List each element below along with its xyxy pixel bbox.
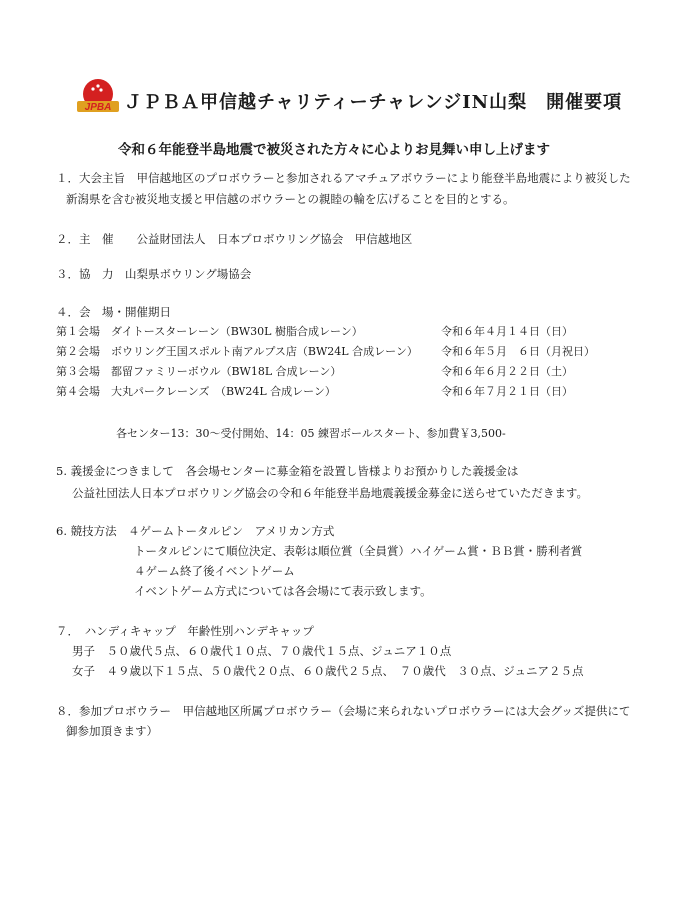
venue-2-label: 第２会場 ボウリング王国スポルト南アルプス店（BW24L 合成レーン） xyxy=(56,345,418,358)
handicap-male: 男子 ５０歳代５点、６０歳代１０点、７０歳代１５点、ジュニア１０点 xyxy=(72,644,452,658)
section4-heading: ４．会 場・開催期日 xyxy=(56,305,171,319)
section2-text: ２．主 催 公益財団法人 日本プロボウリング協会 甲信越地区 xyxy=(56,232,413,246)
venue-4-date: 令和６年７月２１日（日） xyxy=(441,385,573,398)
handicap-female: 女子 ４９歳以下１５点、５０歳代２０点、６０歳代２５点、 ７０歳代 ３０点、ジュニア２５点 xyxy=(72,664,584,678)
venue-2-date: 令和６年５月 ６日（月祝日） xyxy=(441,345,595,358)
venue-1-date: 令和６年４月１４日（日） xyxy=(441,325,573,338)
section5-line2: 公益社団法人日本プロボウリング協会の令和６年能登半島地震義援金募金に送らせていただきます。 xyxy=(72,486,588,500)
section8-line2: 御参加頂きます） xyxy=(66,724,158,738)
logo-text: JPBA xyxy=(84,102,112,113)
section7-heading: ７． ハンディキャップ 年齢性別ハンデキャップ xyxy=(56,624,314,638)
jpba-logo xyxy=(76,76,120,116)
page-title: ＪＰＢＡ甲信越チャリティーチャレンジIN山梨 開催要項 xyxy=(124,92,623,113)
page-subtitle: 令和６年能登半島地震で被災された方々に心よりお見舞い申し上げます xyxy=(118,142,550,158)
section3-text: ３．協 力 山梨県ボウリング場協会 xyxy=(56,267,252,281)
section6-line1: 6. 競技方法 ４ゲームトータルピン アメリカン方式 xyxy=(56,524,335,538)
section6-line4: イベントゲーム方式については各会場にて表示致します。 xyxy=(134,584,432,598)
venue-1-label: 第１会場 ダイトースターレーン（BW30L 樹脂合成レーン） xyxy=(56,325,363,338)
section1-line2: 新潟県を含む被災地支援と甲信越のボウラーとの親睦の輪を広げることを目的とする。 xyxy=(66,192,515,206)
venue-schedule: 各センター13：30〜受付開始、14：05 練習ボールスタート、参加費￥3,500- xyxy=(116,427,506,440)
venue-3-date: 令和６年６月２２日（土） xyxy=(441,365,573,378)
venue-3-label: 第３会場 都留ファミリーボウル（BW18L 合成レーン） xyxy=(56,365,342,378)
section6-line3: ４ゲーム終了後イベントゲーム xyxy=(134,564,295,578)
section6-line2: トータルピンにて順位決定、表彰は順位賞（全員賞）ハイゲーム賞・ＢＢ賞・勝利者賞 xyxy=(134,544,583,558)
section8-line1: ８．参加プロボウラー 甲信越地区所属プロボウラー（会場に来られないプロボウラーには大会グッズ提供にて xyxy=(56,704,631,718)
venue-4-label: 第４会場 大丸パークレーンズ （BW24L 合成レーン） xyxy=(56,385,336,398)
section1-line1: １．大会主旨 甲信越地区のプロボウラーと参加されるアマチュアボウラーにより能登半島地震により被災した xyxy=(56,171,631,185)
section5-line1: 5. 義援金につきまして 各会場センターに募金箱を設置し皆様よりお預かりした義援金は xyxy=(56,464,519,478)
